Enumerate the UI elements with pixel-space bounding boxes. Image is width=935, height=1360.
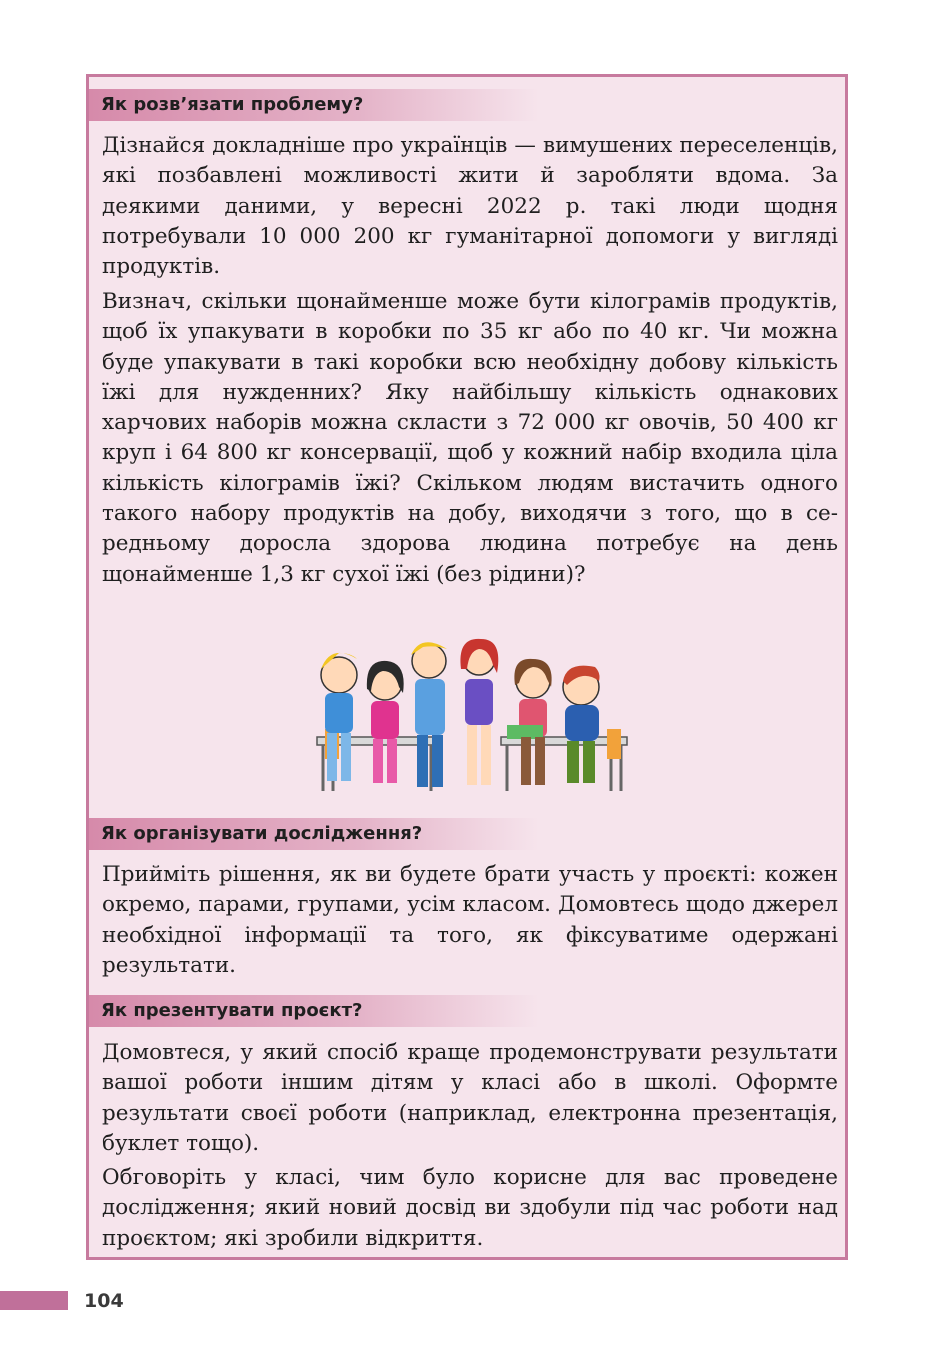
paragraph-present-1: Домовтеся, у який спосіб краще продемонструвати результати вашої роботи іншим дітям у класі або в школі. Оформте результати своєї роботи (наприклад, електронна презентація, буклет тощо). <box>102 1040 838 1156</box>
project-box <box>86 74 848 1260</box>
footer-bar <box>0 1291 68 1310</box>
section-heading-problem: Як розв’язати проблему? <box>89 89 539 121</box>
paragraph-present-2: Обговоріть у класі, чим було корисне для вас проведене дослідження; який новий досвід ви здобули під час роботи над проєктом; які зробили відкриття. <box>102 1165 838 1251</box>
section-heading-research: Як організувати дослідження? <box>89 818 539 850</box>
paragraph-problem-intro: Дізнайся докладніше про українців — вимушених переселенців, які позбавлені можливості жити й заробляти вдома. За деякими даними, у вересні 2022 р. такі люди щодня потребували 10 000 200 кг гуманітарної допомоги у вигляді продуктів. <box>102 133 838 280</box>
children-at-desks-illustration <box>311 629 631 797</box>
section-heading-present: Як презентувати проєкт? <box>89 995 539 1027</box>
paragraph-research: Прийміть рішення, як ви будете брати участь у проєкті: кожен окремо, парами, групами, усім класом. Домовтесь щодо джерел необхідної інформації та того, як фіксуватиме одержані результати. <box>102 862 838 978</box>
paragraph-problem-task: Визнач, скільки щонайменше може бути кілограмів продуктів, щоб їх упакувати в коробки по 35 кг або по 40 кг. Чи можна буде упакувати в такі коробки всю необхідну добову кількість їжі для нужденних? Яку найбільшу кількість однакових харчових наборів можна скласти з 72 000 кг овочів, 50 400 кг круп і 64 800 кг консервації, щоб у кожний набір входила ціла кількість кілограмів їжі? Скільком людям вистачить одного такого набору продуктів на добу, виходячи з того, що в середньому доросла здорова людина потребує на день щонайменше 1,3 кг сухої їжі (без рідини)? <box>102 289 838 587</box>
page-number: 104 <box>84 1290 124 1312</box>
